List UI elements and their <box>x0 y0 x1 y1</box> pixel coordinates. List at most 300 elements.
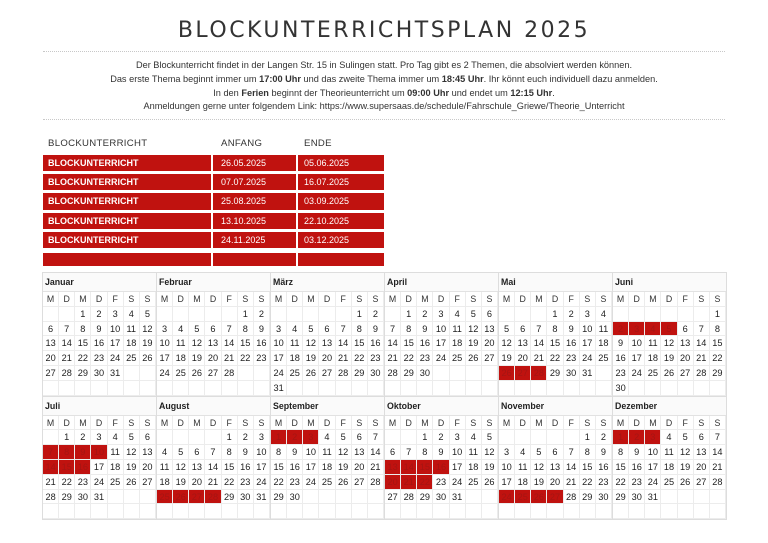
day-cell: 4 <box>124 307 140 322</box>
day-cell-empty <box>303 490 319 505</box>
day-cell: 9 <box>417 322 433 337</box>
weekday-header: M <box>499 416 515 431</box>
day-cell: 2 <box>75 430 91 445</box>
weekday-header: D <box>547 416 563 431</box>
day-cell: 6 <box>385 445 401 460</box>
day-cell-empty <box>678 490 694 505</box>
day-cell-empty <box>75 381 91 396</box>
day-cell: 4 <box>515 445 531 460</box>
month-name: Januar <box>43 273 156 292</box>
weekday-header: S <box>710 416 726 431</box>
weekday-header: S <box>124 416 140 431</box>
day-cell: 12 <box>661 336 677 351</box>
day-cell: 26 <box>124 475 140 490</box>
day-cell: 2 <box>417 307 433 322</box>
table-row <box>43 230 385 249</box>
day-cell-empty <box>482 490 498 505</box>
month-name: Dezember <box>613 397 726 416</box>
cell-end: 05.06.2025 <box>298 155 384 172</box>
day-cell: 29 <box>75 366 91 381</box>
weekday-header: S <box>140 416 156 431</box>
cell-label: BLOCKUNTERRICHT <box>43 193 211 210</box>
day-cell: 12 <box>678 445 694 460</box>
day-cell-empty <box>368 381 384 396</box>
day-cell-empty <box>450 504 466 519</box>
day-cell: 4 <box>661 430 677 445</box>
day-cell: 1 <box>580 430 596 445</box>
day-cell-empty <box>238 381 254 396</box>
day-cell: 16 <box>596 460 612 475</box>
day-cell: 14 <box>564 460 580 475</box>
day-cell: 18 <box>466 460 482 475</box>
day-cell: 24 <box>629 366 645 381</box>
weekday-header: F <box>108 292 124 307</box>
day-cell-empty <box>368 490 384 505</box>
day-cell: 30 <box>433 490 449 505</box>
day-cell-empty <box>385 504 401 519</box>
day-cell: 18 <box>596 336 612 351</box>
day-cell-empty <box>531 430 547 445</box>
month-name: Februar <box>157 273 270 292</box>
day-cell: 21 <box>694 351 710 366</box>
day-cell-empty <box>547 430 563 445</box>
day-cell: 18 <box>157 475 173 490</box>
weekday-header: M <box>189 416 205 431</box>
day-cell-empty <box>466 490 482 505</box>
cell-start: 26.05.2025 <box>213 155 296 172</box>
day-cell: 7 <box>59 322 75 337</box>
weekday-header: D <box>629 416 645 431</box>
day-cell: 27 <box>140 475 156 490</box>
day-cell-empty <box>678 307 694 322</box>
day-cell: 23 <box>629 475 645 490</box>
day-cell: 16 <box>368 336 384 351</box>
day-cell-highlighted: 1 <box>271 430 287 445</box>
day-cell: 2 <box>254 307 270 322</box>
day-cell-empty <box>499 307 515 322</box>
day-cell: 6 <box>319 322 335 337</box>
intro-text <box>43 59 725 114</box>
cell-start: 24.11.2025 <box>213 232 296 249</box>
day-cell-empty <box>433 366 449 381</box>
weekday-header: D <box>661 292 677 307</box>
cell-end: 03.12.2025 <box>298 232 384 249</box>
day-cell: 6 <box>205 322 221 337</box>
day-cell: 18 <box>319 460 335 475</box>
day-cell: 11 <box>466 445 482 460</box>
day-cell: 13 <box>140 445 156 460</box>
day-cell: 12 <box>466 322 482 337</box>
day-cell: 19 <box>173 475 189 490</box>
month-name: November <box>499 397 612 416</box>
day-cell-empty <box>710 381 726 396</box>
day-cell-empty <box>433 381 449 396</box>
weekday-header: S <box>482 292 498 307</box>
day-cell: 16 <box>254 336 270 351</box>
day-cell-empty <box>368 504 384 519</box>
cell-label: BLOCKUNTERRICHT <box>43 232 211 249</box>
weekday-header: D <box>205 292 221 307</box>
day-cell: 14 <box>531 336 547 351</box>
day-cell: 3 <box>254 430 270 445</box>
day-cell-highlighted: 9 <box>75 445 91 460</box>
day-cell: 30 <box>368 366 384 381</box>
weekday-header: S <box>580 292 596 307</box>
day-cell-empty <box>580 381 596 396</box>
month-name: Juni <box>613 273 726 292</box>
day-cell: 5 <box>531 445 547 460</box>
month-name: September <box>271 397 384 416</box>
page-title: BLOCKUNTERRICHTSPLAN 2025 <box>177 18 591 43</box>
cell-label: BLOCKUNTERRICHT <box>43 213 211 230</box>
day-cell-highlighted: 28 <box>531 366 547 381</box>
day-cell: 15 <box>238 336 254 351</box>
day-cell: 19 <box>482 460 498 475</box>
header-end: ENDE <box>304 138 332 150</box>
day-cell: 13 <box>482 322 498 337</box>
intro-line-3: In den Ferien beginnt der Theorieunterricht um 09:00 Uhr und endet um 12:15 Uhr. <box>213 87 555 98</box>
day-cell: 11 <box>645 336 661 351</box>
weekday-header: S <box>710 292 726 307</box>
day-cell: 18 <box>108 460 124 475</box>
day-cell-empty <box>238 504 254 519</box>
day-cell-empty <box>157 307 173 322</box>
day-cell: 24 <box>157 366 173 381</box>
day-cell-highlighted: 27 <box>547 490 563 505</box>
day-cell: 23 <box>613 366 629 381</box>
day-cell: 28 <box>336 366 352 381</box>
day-cell: 12 <box>303 336 319 351</box>
cell-label: BLOCKUNTERRICHT <box>43 174 211 191</box>
year-calendar <box>42 272 727 520</box>
day-cell: 27 <box>385 490 401 505</box>
day-cell-empty <box>482 381 498 396</box>
day-cell-empty <box>222 381 238 396</box>
day-cell: 11 <box>173 336 189 351</box>
day-cell: 21 <box>710 460 726 475</box>
day-cell: 22 <box>59 475 75 490</box>
day-cell-highlighted: 20 <box>385 475 401 490</box>
day-cell: 23 <box>91 351 107 366</box>
day-cell-empty <box>564 504 580 519</box>
weekday-header: D <box>401 416 417 431</box>
day-cell: 12 <box>531 460 547 475</box>
day-cell-empty <box>59 307 75 322</box>
table-row <box>43 153 385 172</box>
day-cell: 12 <box>336 445 352 460</box>
day-cell: 22 <box>401 351 417 366</box>
day-cell-empty <box>515 307 531 322</box>
table-row <box>43 173 385 192</box>
day-cell: 4 <box>466 430 482 445</box>
day-cell: 30 <box>238 490 254 505</box>
day-cell: 16 <box>564 336 580 351</box>
day-cell-empty <box>515 381 531 396</box>
weekday-header: D <box>515 416 531 431</box>
weekday-header: F <box>108 416 124 431</box>
day-cell-empty <box>629 307 645 322</box>
weekday-header: D <box>91 416 107 431</box>
weekday-header: D <box>287 416 303 431</box>
day-cell: 7 <box>336 322 352 337</box>
day-cell-empty <box>580 504 596 519</box>
day-cell: 25 <box>661 475 677 490</box>
day-cell: 11 <box>124 322 140 337</box>
day-cell: 4 <box>450 307 466 322</box>
day-cell-empty <box>319 307 335 322</box>
day-cell: 31 <box>580 366 596 381</box>
weekday-header: M <box>645 292 661 307</box>
month-grid <box>157 416 270 520</box>
day-cell: 8 <box>613 445 629 460</box>
day-cell: 18 <box>515 475 531 490</box>
day-cell-empty <box>466 504 482 519</box>
day-cell: 30 <box>629 490 645 505</box>
day-cell-empty <box>271 307 287 322</box>
day-cell: 23 <box>596 475 612 490</box>
day-cell-empty <box>499 381 515 396</box>
weekday-header: D <box>547 292 563 307</box>
weekday-header: F <box>450 292 466 307</box>
day-cell-empty <box>108 504 124 519</box>
day-cell: 3 <box>580 307 596 322</box>
day-cell-empty <box>287 307 303 322</box>
cell-start: 13.10.2025 <box>213 213 296 230</box>
day-cell: 2 <box>91 307 107 322</box>
day-cell-empty <box>564 381 580 396</box>
day-cell: 23 <box>433 475 449 490</box>
month-grid <box>157 292 270 396</box>
month-grid <box>385 416 498 520</box>
day-cell-empty <box>678 504 694 519</box>
weekday-header: D <box>173 416 189 431</box>
day-cell-highlighted: 22 <box>417 475 433 490</box>
day-cell-empty <box>613 504 629 519</box>
weekday-header: M <box>385 416 401 431</box>
day-cell: 22 <box>238 351 254 366</box>
day-cell: 23 <box>254 351 270 366</box>
day-cell-highlighted: 13 <box>385 460 401 475</box>
day-cell-empty <box>91 381 107 396</box>
day-cell: 24 <box>254 475 270 490</box>
day-cell-highlighted: 3 <box>303 430 319 445</box>
day-cell: 10 <box>499 460 515 475</box>
month-grid <box>613 292 726 396</box>
day-cell: 1 <box>352 307 368 322</box>
day-cell: 27 <box>43 366 59 381</box>
month-grid <box>271 292 384 396</box>
day-cell: 7 <box>564 445 580 460</box>
weekday-header: S <box>596 416 612 431</box>
day-cell: 13 <box>352 445 368 460</box>
divider <box>43 51 725 52</box>
day-cell: 1 <box>401 307 417 322</box>
day-cell: 30 <box>596 490 612 505</box>
day-cell: 16 <box>238 460 254 475</box>
day-cell: 15 <box>222 460 238 475</box>
weekday-header: M <box>157 416 173 431</box>
day-cell-empty <box>596 504 612 519</box>
day-cell: 29 <box>222 490 238 505</box>
day-cell-empty <box>319 490 335 505</box>
weekday-header: M <box>385 292 401 307</box>
day-cell-empty <box>336 381 352 396</box>
weekday-header: M <box>157 292 173 307</box>
day-cell-empty <box>287 504 303 519</box>
day-cell-empty <box>678 381 694 396</box>
month-grid <box>499 292 612 396</box>
weekday-header: S <box>368 416 384 431</box>
weekday-header: S <box>124 292 140 307</box>
day-cell: 9 <box>596 445 612 460</box>
day-cell: 20 <box>678 351 694 366</box>
day-cell-highlighted: 27 <box>515 366 531 381</box>
day-cell-empty <box>336 490 352 505</box>
day-cell: 19 <box>140 336 156 351</box>
day-cell-empty <box>401 504 417 519</box>
day-cell: 11 <box>319 445 335 460</box>
day-cell-highlighted: 1 <box>613 430 629 445</box>
day-cell-empty <box>645 381 661 396</box>
day-cell: 16 <box>287 460 303 475</box>
weekday-header: M <box>531 292 547 307</box>
day-cell: 30 <box>75 490 91 505</box>
day-cell: 14 <box>336 336 352 351</box>
day-cell: 3 <box>499 445 515 460</box>
day-cell-empty <box>43 430 59 445</box>
day-cell-empty <box>661 381 677 396</box>
month-10 <box>499 397 613 521</box>
month-name: August <box>157 397 270 416</box>
day-cell: 4 <box>596 307 612 322</box>
day-cell: 31 <box>108 366 124 381</box>
day-cell-highlighted: 24 <box>499 490 515 505</box>
day-cell: 8 <box>417 445 433 460</box>
day-cell: 11 <box>287 336 303 351</box>
day-cell-empty <box>661 307 677 322</box>
day-cell-empty <box>43 307 59 322</box>
day-cell: 8 <box>710 322 726 337</box>
day-cell: 4 <box>108 430 124 445</box>
weekday-header: D <box>205 416 221 431</box>
day-cell: 22 <box>352 351 368 366</box>
day-cell: 4 <box>173 322 189 337</box>
day-cell: 12 <box>140 322 156 337</box>
day-cell: 22 <box>75 351 91 366</box>
month-name: März <box>271 273 384 292</box>
day-cell: 8 <box>352 322 368 337</box>
day-cell: 17 <box>157 351 173 366</box>
month-grid <box>499 416 612 520</box>
day-cell: 9 <box>368 322 384 337</box>
weekday-header: S <box>368 292 384 307</box>
day-cell-highlighted: 2 <box>613 322 629 337</box>
day-cell: 10 <box>645 445 661 460</box>
day-cell: 10 <box>254 445 270 460</box>
day-cell: 17 <box>271 351 287 366</box>
day-cell-empty <box>124 490 140 505</box>
day-cell: 24 <box>271 366 287 381</box>
day-cell: 27 <box>694 475 710 490</box>
day-cell: 7 <box>385 322 401 337</box>
day-cell: 17 <box>450 460 466 475</box>
day-cell-empty <box>140 381 156 396</box>
weekday-header: M <box>303 416 319 431</box>
day-cell: 3 <box>450 430 466 445</box>
day-cell-empty <box>710 490 726 505</box>
day-cell: 12 <box>173 460 189 475</box>
day-cell-empty <box>352 381 368 396</box>
day-cell: 13 <box>205 336 221 351</box>
day-cell: 15 <box>613 460 629 475</box>
day-cell: 12 <box>482 445 498 460</box>
day-cell-empty <box>108 381 124 396</box>
day-cell: 9 <box>629 445 645 460</box>
day-cell: 18 <box>661 460 677 475</box>
day-cell: 27 <box>678 366 694 381</box>
day-cell: 3 <box>108 307 124 322</box>
day-cell-empty <box>694 307 710 322</box>
weekday-header: M <box>645 416 661 431</box>
weekday-header: M <box>75 416 91 431</box>
day-cell: 15 <box>352 336 368 351</box>
day-cell-highlighted: 7 <box>43 445 59 460</box>
day-cell: 20 <box>352 460 368 475</box>
weekday-header: D <box>287 292 303 307</box>
day-cell: 30 <box>613 381 629 396</box>
day-cell: 7 <box>368 430 384 445</box>
day-cell-empty <box>75 504 91 519</box>
day-cell: 19 <box>336 460 352 475</box>
day-cell: 14 <box>694 336 710 351</box>
month-name: Oktober <box>385 397 498 416</box>
day-cell-empty <box>694 490 710 505</box>
day-cell: 19 <box>303 351 319 366</box>
day-cell: 10 <box>580 322 596 337</box>
weekday-header: S <box>140 292 156 307</box>
weekday-header: F <box>222 416 238 431</box>
cell-start: 25.08.2025 <box>213 193 296 210</box>
day-cell-highlighted: 25 <box>157 490 173 505</box>
day-cell: 6 <box>515 322 531 337</box>
day-cell-empty <box>157 381 173 396</box>
day-cell-empty <box>43 504 59 519</box>
day-cell: 26 <box>466 351 482 366</box>
day-cell-empty <box>189 381 205 396</box>
day-cell: 28 <box>222 366 238 381</box>
day-cell: 22 <box>271 475 287 490</box>
day-cell: 16 <box>629 460 645 475</box>
weekday-header: M <box>271 292 287 307</box>
day-cell: 23 <box>368 351 384 366</box>
day-cell: 25 <box>596 351 612 366</box>
day-cell-empty <box>531 504 547 519</box>
day-cell: 17 <box>91 460 107 475</box>
weekday-header: D <box>319 416 335 431</box>
day-cell: 19 <box>124 460 140 475</box>
day-cell: 22 <box>222 475 238 490</box>
day-cell: 21 <box>222 351 238 366</box>
weekday-header: F <box>222 292 238 307</box>
day-cell-highlighted: 10 <box>91 445 107 460</box>
header-block: BLOCKUNTERRICHT <box>48 138 148 150</box>
day-cell: 19 <box>678 460 694 475</box>
day-cell: 15 <box>401 336 417 351</box>
day-cell: 13 <box>694 445 710 460</box>
block-schedule-table <box>43 134 385 269</box>
day-cell: 1 <box>547 307 563 322</box>
header-start: ANFANG <box>221 138 263 150</box>
